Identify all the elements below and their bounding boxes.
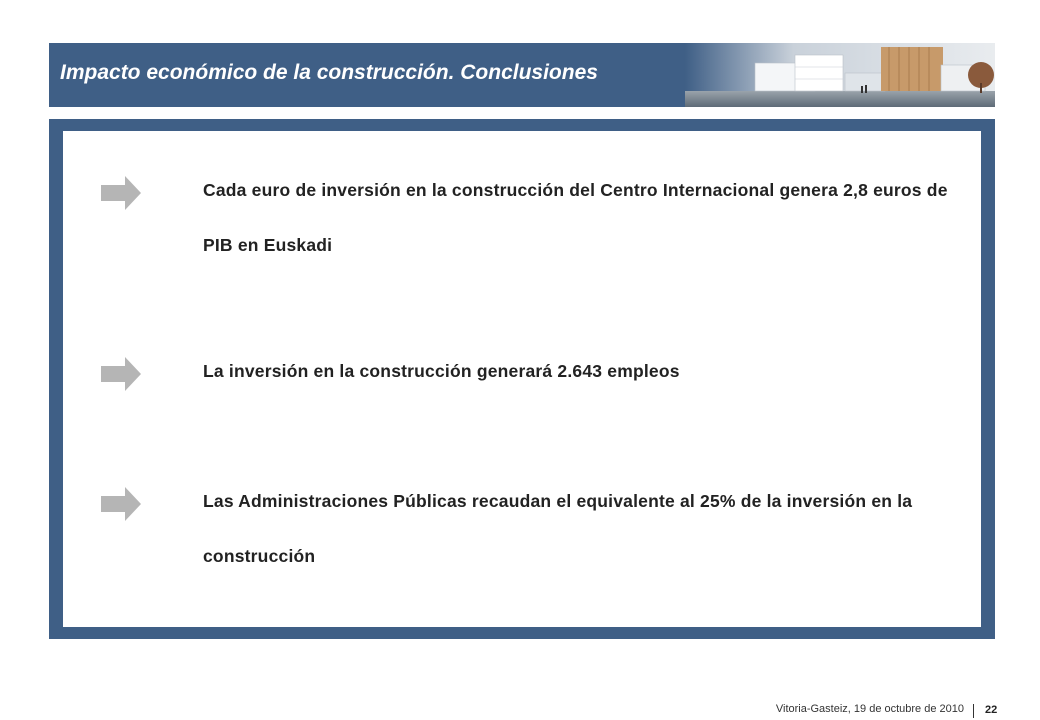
page-number: 22: [985, 704, 998, 716]
bullet-text: La inversión en la construcción generará 2.643 empleos: [203, 361, 680, 381]
header-bar: [49, 43, 995, 107]
content-panel: [63, 131, 981, 627]
bullet-text: Las Administraciones Públicas recaudan el equivalente al 25% de la inversión en la construcción: [203, 491, 913, 566]
arrow-right-icon: [101, 357, 141, 391]
page-title: Impacto económico de la construcción. Conclusiones: [60, 61, 598, 84]
content-frame: [49, 119, 995, 639]
footer-divider: [973, 704, 974, 718]
bullet-text: Cada euro de inversión en la construcción del Centro Internacional genera 2,8 euros de PIB en Euskadi: [203, 180, 948, 255]
arrow-right-icon: [101, 176, 141, 210]
building-illustration: [685, 43, 995, 107]
arrow-right-icon: [101, 487, 141, 521]
footer-location-date: Vitoria-Gasteiz, 19 de octubre de 2010: [775, 703, 964, 715]
